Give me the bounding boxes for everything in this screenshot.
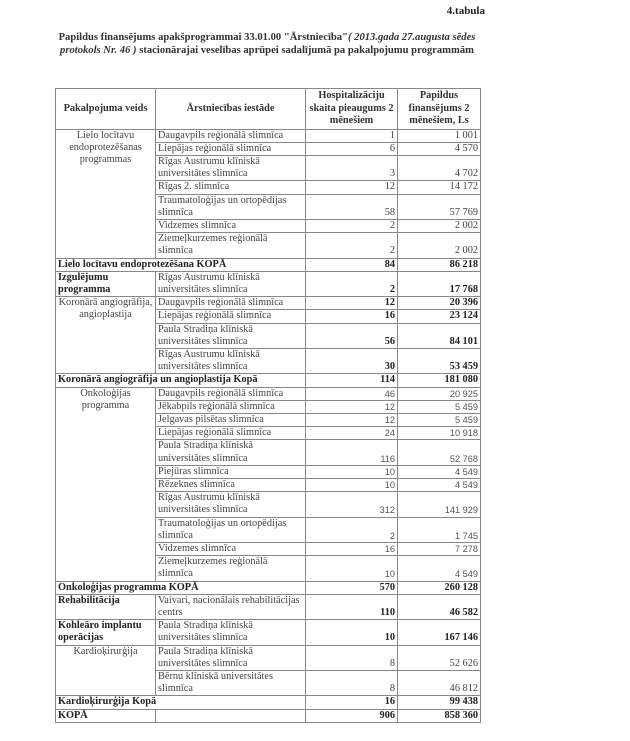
- subtotal-row: [56, 258, 481, 271]
- amount-cell: 46 812: [398, 671, 481, 696]
- service-type-cell: Kohleāro implantu operācijas: [56, 620, 156, 645]
- subtotal-row: [56, 374, 481, 387]
- amount-cell: 1 745: [398, 517, 481, 542]
- count-cell: 2: [306, 233, 398, 258]
- count-cell: 116: [306, 440, 398, 465]
- amount-cell: 46 582: [398, 594, 481, 619]
- table-number: 4.tabula: [446, 5, 485, 17]
- amount-cell: 7 278: [398, 543, 481, 556]
- count-cell: 10: [306, 556, 398, 581]
- institution-cell: Daugavpils reģionālā slimnīca: [156, 297, 306, 310]
- subtotal-amount: 181 080: [398, 374, 481, 387]
- subtotal-amount: 86 218: [398, 258, 481, 271]
- count-cell: 10: [306, 620, 398, 645]
- title-rest: stacionārajai veselības aprūpei sadalījumā pa pakalpojumu programmām: [136, 45, 474, 56]
- document-title: [48, 31, 486, 57]
- col-hospitalization-increase: Hospitalizāciju skaita pieaugums 2 mēnešiem: [306, 89, 398, 130]
- table-row: [56, 620, 481, 645]
- subtotal-label: Onkoloģijas programma KOPĀ: [56, 581, 306, 594]
- count-cell: 12: [306, 400, 398, 413]
- service-type-cell: Lielo locītavu endoprotezēšanas programmas: [56, 129, 156, 258]
- subtotal-row: [56, 696, 481, 709]
- count-cell: 16: [306, 310, 398, 323]
- subtotal-count: 84: [306, 258, 398, 271]
- amount-cell: 167 146: [398, 620, 481, 645]
- count-cell: 3: [306, 155, 398, 180]
- institution-cell: Rēzeknes slimnīca: [156, 478, 306, 491]
- title-main: Papildus finansējums apakšprogrammai 33.01.00 "Ārstniecība": [58, 32, 348, 43]
- count-cell: 12: [306, 297, 398, 310]
- subtotal-amount: 260 128: [398, 581, 481, 594]
- amount-cell: 5 459: [398, 413, 481, 426]
- institution-cell: Rīgas 2. slimnīca: [156, 181, 306, 194]
- amount-cell: 2 002: [398, 219, 481, 232]
- subtotal-label: Kardioķirurģija Kopā: [56, 696, 306, 709]
- table-row: [56, 271, 481, 296]
- institution-cell: Rīgas Austrumu klīniskā universitātes slimnīca: [156, 271, 306, 296]
- institution-cell: Rīgas Austrumu klīniskā universitātes slimnīca: [156, 348, 306, 373]
- amount-cell: 57 769: [398, 194, 481, 219]
- amount-cell: 4 702: [398, 155, 481, 180]
- service-type-cell: Izgulējumu programma: [56, 271, 156, 296]
- institution-cell: Liepājas reģionālā slimnīca: [156, 427, 306, 440]
- header-row: [56, 89, 481, 130]
- institution-cell: Bērnu klīniskā universitātes slimnīca: [156, 671, 306, 696]
- grand-total-row: [56, 709, 481, 722]
- count-cell: 46: [306, 387, 398, 400]
- amount-cell: 14 172: [398, 181, 481, 194]
- empty-cell: [156, 709, 306, 722]
- amount-cell: 2 002: [398, 233, 481, 258]
- amount-cell: 4 570: [398, 142, 481, 155]
- grand-total-label: KOPĀ: [56, 709, 156, 722]
- institution-cell: Jēkabpils reģionālā slimnīca: [156, 400, 306, 413]
- institution-cell: Traumatoloģijas un ortopēdijas slimnīca: [156, 517, 306, 542]
- subtotal-row: [56, 581, 481, 594]
- subtotal-label: Koronārā angiogrāfija un angioplastija Kopā: [56, 374, 306, 387]
- count-cell: 110: [306, 594, 398, 619]
- institution-cell: Rīgas Austrumu klīniskā universitātes slimnīca: [156, 155, 306, 180]
- institution-cell: Daugavpils reģionālā slimnīca: [156, 129, 306, 142]
- amount-cell: 141 929: [398, 492, 481, 517]
- institution-cell: Ziemeļkurzemes reģionālā slimnīca: [156, 233, 306, 258]
- count-cell: 8: [306, 645, 398, 670]
- amount-cell: 52 768: [398, 440, 481, 465]
- institution-cell: Vidzemes slimnīca: [156, 543, 306, 556]
- institution-cell: Paula Stradiņa klīniskā universitātes slimnīca: [156, 440, 306, 465]
- amount-cell: 53 459: [398, 348, 481, 373]
- service-type-cell: Koronārā angiogrāfija, angioplastija: [56, 297, 156, 374]
- institution-cell: Paula Stradiņa klīniskā universitātes slimnīca: [156, 645, 306, 670]
- amount-cell: 20 925: [398, 387, 481, 400]
- institution-cell: Vidzemes slimnīca: [156, 219, 306, 232]
- count-cell: 16: [306, 543, 398, 556]
- count-cell: 12: [306, 413, 398, 426]
- count-cell: 8: [306, 671, 398, 696]
- count-cell: 58: [306, 194, 398, 219]
- institution-cell: Piejūras slimnīca: [156, 465, 306, 478]
- institution-cell: Traumatoloģijas un ortopēdijas slimnīca: [156, 194, 306, 219]
- col-institution: Ārstniecības iestāde: [156, 89, 306, 130]
- grand-total-count: 906: [306, 709, 398, 722]
- service-type-cell: Kardioķirurģija: [56, 645, 156, 696]
- institution-cell: Vaivari, nacionālais rehabilitācijas centrs: [156, 594, 306, 619]
- amount-cell: 1 001: [398, 129, 481, 142]
- amount-cell: 52 626: [398, 645, 481, 670]
- count-cell: 2: [306, 517, 398, 542]
- amount-cell: 17 768: [398, 271, 481, 296]
- table-row: [56, 297, 481, 310]
- count-cell: 12: [306, 181, 398, 194]
- table-row: [56, 594, 481, 619]
- subtotal-count: 570: [306, 581, 398, 594]
- title-protocol: ( 2013.gada 27.augusta sēdes protokols Nr. 46 ): [60, 32, 476, 56]
- amount-cell: 5 459: [398, 400, 481, 413]
- subtotal-count: 16: [306, 696, 398, 709]
- amount-cell: 23 124: [398, 310, 481, 323]
- service-type-cell: Onkoloģijas programma: [56, 387, 156, 581]
- count-cell: 56: [306, 323, 398, 348]
- count-cell: 6: [306, 142, 398, 155]
- count-cell: 24: [306, 427, 398, 440]
- amount-cell: 4 549: [398, 556, 481, 581]
- institution-cell: Paula Stradiņa klīniskā universitātes slimnīca: [156, 323, 306, 348]
- count-cell: 1: [306, 129, 398, 142]
- amount-cell: 4 549: [398, 478, 481, 491]
- count-cell: 312: [306, 492, 398, 517]
- institution-cell: Rīgas Austrumu klīniskā universitātes slimnīca: [156, 492, 306, 517]
- institution-cell: Jelgavas pilsētas slimnīca: [156, 413, 306, 426]
- amount-cell: 10 918: [398, 427, 481, 440]
- amount-cell: 84 101: [398, 323, 481, 348]
- col-service-type: Pakalpojuma veids: [56, 89, 156, 130]
- count-cell: 2: [306, 219, 398, 232]
- count-cell: 10: [306, 465, 398, 478]
- institution-cell: Paula Stradiņa klīniskā universitātes slimnīca: [156, 620, 306, 645]
- count-cell: 30: [306, 348, 398, 373]
- count-cell: 10: [306, 478, 398, 491]
- subtotal-amount: 99 438: [398, 696, 481, 709]
- table-row: [56, 129, 481, 142]
- grand-total-amount: 858 360: [398, 709, 481, 722]
- institution-cell: Daugavpils reģionālā slimnīca: [156, 387, 306, 400]
- table-row: [56, 645, 481, 670]
- institution-cell: Liepājas reģionālā slimnīca: [156, 310, 306, 323]
- subtotal-label: Lielo locītavu endoprotezēšana KOPĀ: [56, 258, 306, 271]
- col-additional-funding: Papildus finansējums 2 mēnešiem, Ls: [398, 89, 481, 130]
- institution-cell: Liepājas reģionālā slimnīca: [156, 142, 306, 155]
- amount-cell: 20 396: [398, 297, 481, 310]
- subtotal-count: 114: [306, 374, 398, 387]
- table-row: [56, 387, 481, 400]
- count-cell: 2: [306, 271, 398, 296]
- institution-cell: Ziemeļkurzemes reģionālā slimnīca: [156, 556, 306, 581]
- funding-table: [55, 88, 481, 723]
- amount-cell: 4 549: [398, 465, 481, 478]
- service-type-cell: Rehabilitācija: [56, 594, 156, 619]
- table-body: [56, 129, 481, 722]
